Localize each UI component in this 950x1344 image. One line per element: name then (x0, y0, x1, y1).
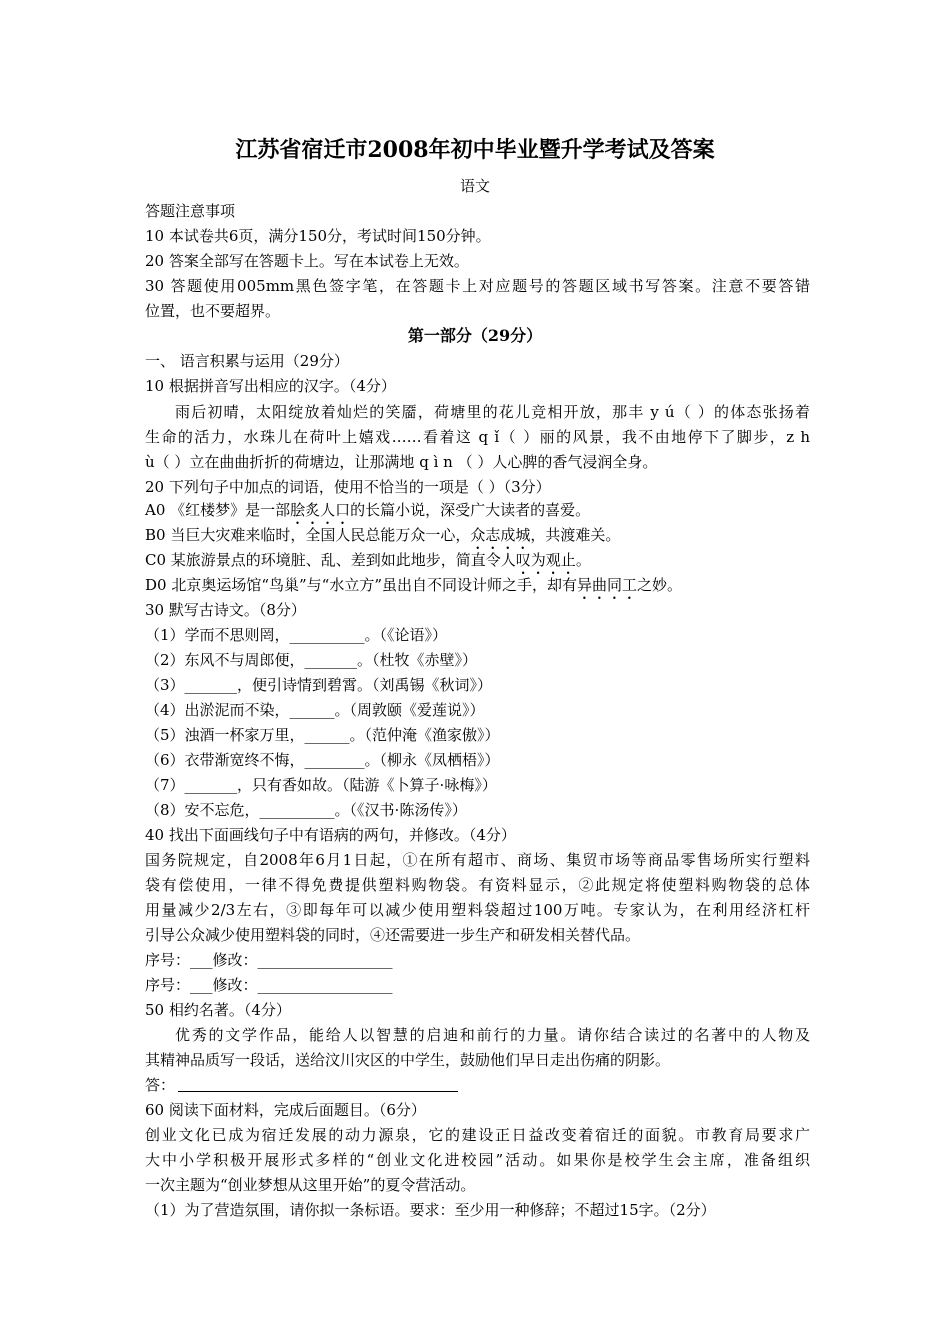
q1-text-line: 生命的活力，水珠儿在荷叶上嬉戏……看着这 q ǐ（ ）丽的风景，我不由地停下了脚步，z h (145, 428, 810, 446)
q6-text-line: 一次主题为“创业梦想从这里开始”的夏令营活动。 (145, 1176, 476, 1194)
dotted-term: 异曲同工 (577, 576, 638, 594)
q4-answer-line: 序号：___修改：__________________ (145, 951, 393, 969)
page-title: 江苏省宿迁市2008年初中毕业暨升学考试及答案 (235, 137, 715, 163)
dotted-term: 叹为观止 (515, 551, 576, 569)
q5-answer-rule (178, 1091, 458, 1092)
q3-item: （5）浊酒一杯家万里，______。（范仲淹《渔家傲》） (145, 726, 500, 744)
dotted-term: 众志成城 (470, 526, 531, 544)
q2-stem: 20 下列句子中加点的词语，使用不恰当的一项是（ ）（3分） (145, 478, 551, 496)
q4-answer-line: 序号：___修改：__________________ (145, 976, 393, 994)
q5-text-line: 优秀的文学作品，能给人以智慧的启迪和前行的力量。请你结合读过的名著中的人物及 (175, 1026, 810, 1044)
q1-stem: 10 根据拼音写出相应的汉字。（4分） (145, 377, 396, 395)
q3-item: （1）学而不思则罔，__________。（《论语》） (145, 626, 448, 644)
q4-text-line: 袋有偿使用，一律不得免费提供塑料购物袋。有资料显示，②此规定将使塑料购物袋的总体 (145, 876, 810, 894)
q3-item: （4）出淤泥而不染，______。（周敦颐《爱莲说》） (145, 701, 485, 719)
subject-label: 语文 (459, 177, 490, 195)
q4-text-line: 用量减少2/3左右，③即每年可以减少使用塑料袋超过100万吨。专家认为，在利用经济杠杆 (145, 901, 810, 919)
q6-text-line: 大中小学积极开展形式多样的“创业文化进校园”活动。如果你是校学生会主席，准备组织 (145, 1151, 810, 1169)
q2-option-a: A0 《红楼梦》是一部脍炙人口的长篇小说，深受广大读者的喜爱。 (145, 501, 591, 519)
q2-option-c: C0 某旅游景点的环境脏、乱、差到如此地步，简直令人叹为观止。 (145, 551, 591, 569)
notes-heading: 答题注意事项 (145, 202, 236, 220)
note-item: 20 答案全部写在答题卡上。写在本试卷上无效。 (145, 252, 469, 270)
q3-stem: 30 默写古诗文。（8分） (145, 601, 306, 619)
q2-option-d: D0 北京奥运场馆“鸟巢”与“水立方”虽出自不同设计师之手，却有异曲同工之妙。 (145, 576, 683, 594)
note-item: 30 答题使用005mm黑色签字笔，在答题卡上对应题号的答题区域书写答案。注意不要答错 (145, 277, 810, 295)
q5-stem: 50 相约名著。（4分） (145, 1001, 291, 1019)
q3-item: （2）东风不与周郎便，_______。（杜牧《赤壁》） (145, 651, 478, 669)
q6-text-line: 创业文化已成为宿迁发展的动力源泉，它的建设正日益改变着宿迁的面貌。市教育局要求广 (145, 1126, 810, 1144)
q1-text-line: 雨后初晴，太阳绽放着灿烂的笑靥，荷塘里的花儿竞相开放，那丰 y ú（ ）的体态张扬着 (175, 403, 810, 421)
q5-text-line: 其精神品质写一段话，送给汶川灾区的中学生，鼓励他们早日走出伤痛的阴影。 (145, 1051, 671, 1069)
q6-sub-question: （1）为了营造氛围，请你拟一条标语。要求：至少用一种修辞；不超过15字。（2分） (145, 1201, 716, 1219)
note-item: 10 本试卷共6页，满分150分，考试时间150分钟。 (145, 227, 491, 245)
q4-text-line: 国务院规定，自2008年6月1日起，①在所有超市、商场、集贸市场等商品零售场所实行塑料 (145, 851, 810, 869)
q4-text-line: 引导公众减少使用塑料袋的同时，④还需要进一步生产和研发相关替代品。 (145, 926, 641, 944)
q6-stem: 60 阅读下面材料，完成后面题目。（6分） (145, 1101, 426, 1119)
q3-item: （3）_______，便引诗情到碧霄。（刘禹锡《秋词》） (145, 676, 493, 694)
q2-option-b: B0 当巨大灾难来临时，全国人民总能万众一心，众志成城，共渡难关。 (145, 526, 621, 544)
q1-text-line: ù（ ）立在曲曲折折的荷塘边，让那满地 q ì n （ ）人心脾的香气浸润全身。 (145, 453, 658, 471)
dotted-term: 脍炙人口 (290, 501, 351, 519)
note-item: 位置，也不要超界。 (145, 302, 281, 320)
part1-heading: 第一部分（29分） (407, 326, 543, 345)
q3-item: （7）_______，只有香如故。（陆游《卜算子·咏梅》） (145, 776, 497, 794)
q3-item: （8）安不忘危，__________。（《汉书·陈汤传》） (145, 801, 467, 819)
section1-heading: 一、 语言积累与运用（29分） (145, 352, 349, 370)
q3-item: （6）衣带渐宽终不悔，________。（柳永《凤栖梧》） (145, 751, 500, 769)
q4-stem: 40 找出下面画线句子中有语病的两句，并修改。（4分） (145, 826, 516, 844)
q5-answer-label: 答： (145, 1076, 176, 1094)
